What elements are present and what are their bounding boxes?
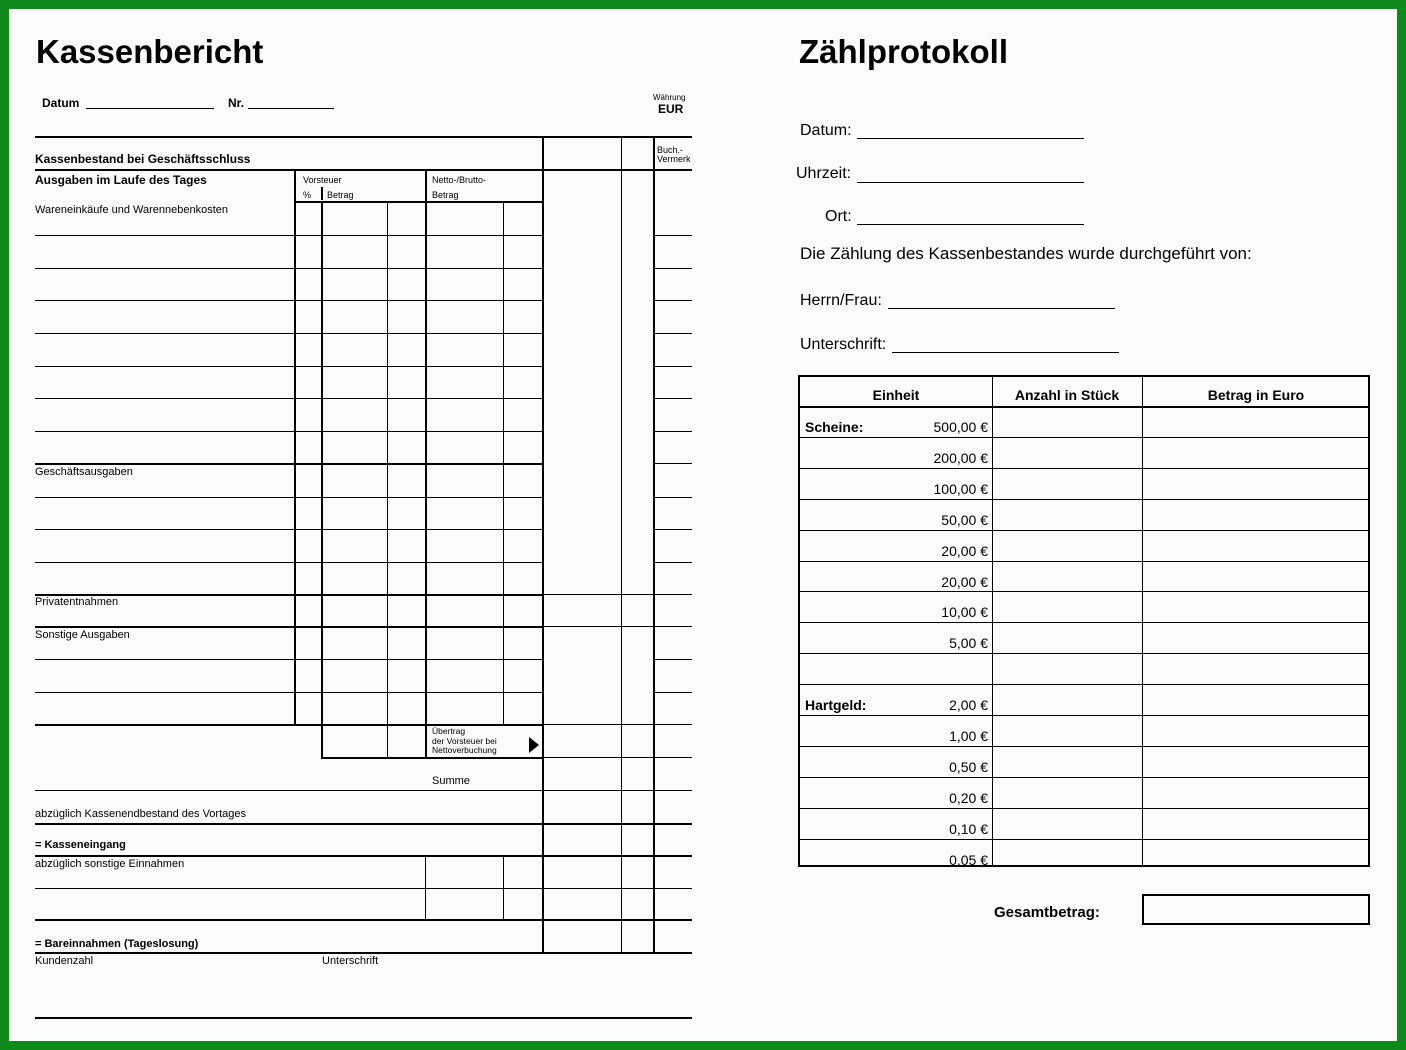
summary-line	[35, 919, 692, 921]
row-denomination: 0,05 €	[949, 851, 988, 868]
buch-row-line	[654, 692, 692, 693]
netto-brutto-label: Netto-/Brutto-	[432, 175, 487, 185]
anzahl-cell[interactable]	[994, 748, 1140, 775]
kassenbestand-label: Kassenbestand bei Geschäftsschluss	[35, 152, 251, 166]
zp-unterschrift-field[interactable]	[892, 352, 1119, 353]
anzahl-cell[interactable]	[994, 841, 1140, 868]
buch-row-line	[543, 724, 692, 725]
datum-label: Datum	[42, 96, 80, 110]
buch-row-line	[654, 431, 692, 432]
buch-row-line	[543, 626, 692, 627]
betrag-cell[interactable]	[1144, 532, 1368, 559]
count-table-row-line	[800, 437, 1368, 438]
count-table-row-line	[800, 561, 1368, 562]
header-divider	[321, 187, 323, 200]
row-denomination: 20,00 €	[941, 573, 988, 590]
betrag-cell[interactable]	[1144, 593, 1368, 620]
buch-row-line	[654, 497, 692, 498]
geschaeftsausgaben-label: Geschäftsausgaben	[35, 466, 133, 478]
buch-row-line	[654, 268, 692, 269]
buch-row-line	[654, 659, 692, 660]
betrag-cell[interactable]	[1144, 408, 1368, 435]
zp-unterschrift-label: Unterschrift:	[800, 336, 887, 353]
bottom-line	[35, 1017, 692, 1019]
count-table	[798, 375, 1370, 867]
row-denomination: 500,00 €	[933, 419, 988, 435]
row-denomination: 0,20 €	[949, 789, 988, 806]
buch-row-line	[654, 398, 692, 399]
kassenbericht-title: Kassenbericht	[36, 33, 264, 70]
anzahl-cell[interactable]	[994, 439, 1140, 466]
header-einheit: Einheit	[872, 387, 920, 403]
kasseneingang-label: = Kasseneingang	[35, 839, 126, 851]
row-denomination: 0,50 €	[949, 758, 988, 775]
table-row-line	[35, 300, 543, 301]
table-row-line	[35, 659, 543, 660]
anzahl-cell[interactable]	[994, 717, 1140, 744]
count-table-row-line	[800, 468, 1368, 469]
betrag-cell[interactable]	[1144, 470, 1368, 497]
betrag-cell[interactable]	[1144, 810, 1368, 837]
col-line	[425, 855, 426, 919]
col-line	[503, 855, 504, 919]
zp-ort-label: Ort:	[825, 208, 852, 225]
vorsteuer-betrag-label: Betrag	[327, 190, 354, 200]
vorsteuer-label: Vorsteuer	[303, 175, 342, 185]
col-line	[425, 169, 427, 758]
anzahl-cell[interactable]	[994, 532, 1140, 559]
col-line	[387, 201, 388, 758]
row-denomination: 0,10 €	[949, 820, 988, 837]
count-table-row-line	[800, 653, 1368, 654]
count-table-row-line	[800, 591, 1368, 592]
buch-row-line	[654, 562, 692, 563]
betrag-cell[interactable]	[1144, 686, 1368, 713]
betrag-cell[interactable]	[1144, 717, 1368, 744]
betrag-cell[interactable]	[1144, 655, 1368, 682]
count-table-row-line	[800, 622, 1368, 623]
anzahl-cell[interactable]	[994, 686, 1140, 713]
table-row-line	[35, 333, 543, 334]
table-row-line	[35, 529, 543, 530]
count-table-row-line	[800, 839, 1368, 840]
abzueglich-vortag-label: abzüglich Kassenendbestand des Vortages	[35, 808, 246, 820]
waehrung-label: Währung	[653, 93, 686, 102]
count-table-col-line	[992, 377, 993, 865]
col-line	[542, 136, 544, 953]
unterschrift-label: Unterschrift	[322, 955, 379, 967]
summe-label: Summe	[432, 775, 470, 787]
zp-durchgefuehrt-text: Die Zählung des Kassenbestandes wurde durchgeführt von:	[800, 244, 1252, 263]
zp-herrn-frau-field[interactable]	[888, 308, 1115, 309]
row-group-label: Scheine:	[805, 419, 864, 435]
anzahl-cell[interactable]	[994, 810, 1140, 837]
row-denomination: 2,00 €	[949, 697, 988, 714]
betrag-cell[interactable]	[1144, 501, 1368, 528]
uebertrag-label-2: der Vorsteuer bei	[432, 736, 497, 746]
buch-row-line	[654, 366, 692, 367]
nr-field[interactable]	[248, 108, 334, 109]
zp-ort-field[interactable]	[857, 224, 1084, 225]
anzahl-cell[interactable]	[994, 593, 1140, 620]
anzahl-cell[interactable]	[994, 655, 1140, 682]
anzahl-cell[interactable]	[994, 779, 1140, 806]
row-denomination: 20,00 €	[941, 542, 988, 559]
count-table-row-line	[800, 684, 1368, 685]
row-denomination: 5,00 €	[949, 635, 988, 652]
buch-label: Buch.-	[657, 145, 684, 155]
section-line	[35, 463, 543, 465]
anzahl-cell[interactable]	[994, 624, 1140, 651]
arrow-right-icon	[529, 737, 539, 753]
row-denomination: 1,00 €	[949, 728, 988, 744]
col-line	[294, 169, 296, 725]
buch-row-line	[654, 463, 692, 464]
uebertrag-label: Übertrag	[432, 726, 466, 736]
count-table-row-line	[800, 715, 1368, 716]
table-row-line	[35, 268, 543, 269]
anzahl-cell[interactable]	[994, 501, 1140, 528]
count-table-row-line	[800, 530, 1368, 531]
summary-line	[35, 952, 692, 954]
section-line	[35, 724, 543, 726]
zp-uhrzeit-field[interactable]	[857, 182, 1084, 183]
nr-label: Nr.	[228, 96, 245, 110]
count-table-row-line	[800, 808, 1368, 809]
uebertrag-label-3: Nettoverbuchung	[432, 745, 497, 755]
header-betrag: Betrag in Euro	[1207, 387, 1305, 403]
section-line	[35, 626, 543, 628]
table-top-line	[35, 136, 692, 138]
table-row-line	[35, 235, 543, 236]
summary-line	[35, 855, 692, 857]
anzahl-cell[interactable]	[994, 408, 1140, 435]
waehrung-value: EUR	[658, 102, 684, 116]
zp-herrn-frau-label: Herrn/Frau:	[800, 292, 882, 309]
row-denomination: 50,00 €	[941, 511, 988, 528]
count-table-col-line	[1142, 377, 1143, 865]
datum-field[interactable]	[86, 108, 214, 109]
vermerk-label: Vermerk	[657, 154, 691, 164]
kundenzahl-label: Kundenzahl	[35, 955, 94, 967]
count-table-row-line	[800, 777, 1368, 778]
table-row-line	[35, 366, 543, 367]
sonstige-ausgaben-label: Sonstige Ausgaben	[35, 629, 130, 641]
table-row-line	[35, 692, 543, 693]
betrag-cell[interactable]	[1144, 748, 1368, 775]
table-row-line	[35, 398, 543, 399]
anzahl-cell[interactable]	[994, 563, 1140, 590]
buch-row-line	[543, 594, 692, 595]
abzueglich-sonstige-label: abzüglich sonstige Einnahmen	[35, 858, 185, 870]
row-denomination: 10,00 €	[941, 604, 988, 621]
zaehlprotokoll-title: Zählprotokoll	[799, 33, 1008, 70]
count-table-row-line	[800, 499, 1368, 500]
summary-line	[35, 790, 692, 791]
table-line	[294, 201, 543, 203]
buch-row-line	[654, 333, 692, 334]
row-group-label: Hartgeld:	[805, 697, 867, 714]
zp-datum-label: Datum:	[800, 122, 852, 139]
anzahl-cell[interactable]	[994, 470, 1140, 497]
percent-label: %	[303, 190, 312, 200]
summary-line	[35, 888, 692, 889]
header-anzahl: Anzahl in Stück	[1014, 387, 1120, 403]
buch-row-line	[543, 757, 692, 758]
wareneinkaeufe-label: Wareneinkäufe und Warennebenkosten	[35, 204, 229, 216]
row-denomination: 200,00 €	[933, 449, 988, 466]
row-denomination: 100,00 €	[933, 480, 988, 497]
col-line	[621, 136, 622, 953]
section-line	[321, 757, 543, 759]
buch-row-line	[654, 300, 692, 301]
summary-line	[35, 823, 692, 825]
gesamtbetrag-field[interactable]	[1142, 894, 1370, 925]
col-line	[653, 136, 655, 953]
buch-row-line	[654, 235, 692, 236]
gesamtbetrag-label: Gesamtbetrag:	[994, 904, 1100, 921]
ausgaben-label: Ausgaben im Laufe des Tages	[35, 173, 207, 187]
betrag-cell[interactable]	[1144, 841, 1368, 868]
bareinnahmen-label: = Bareinnahmen (Tageslosung)	[35, 938, 199, 950]
table-row-line	[35, 431, 543, 432]
count-table-row-line	[800, 746, 1368, 747]
table-row-line	[35, 497, 543, 498]
table-line	[35, 169, 692, 171]
betrag-cell[interactable]	[1144, 624, 1368, 651]
betrag-cell[interactable]	[1144, 439, 1368, 466]
privatentnahmen-label: Privatentnahmen	[35, 596, 119, 608]
table-row-line	[35, 562, 543, 563]
col-line	[503, 201, 504, 724]
col-line	[321, 201, 323, 758]
betrag-cell[interactable]	[1144, 563, 1368, 590]
zp-datum-field[interactable]	[857, 138, 1084, 139]
buch-row-line	[654, 529, 692, 530]
betrag-cell[interactable]	[1144, 779, 1368, 806]
netto-betrag-label: Betrag	[432, 190, 459, 200]
zp-uhrzeit-label: Uhrzeit:	[796, 165, 852, 182]
